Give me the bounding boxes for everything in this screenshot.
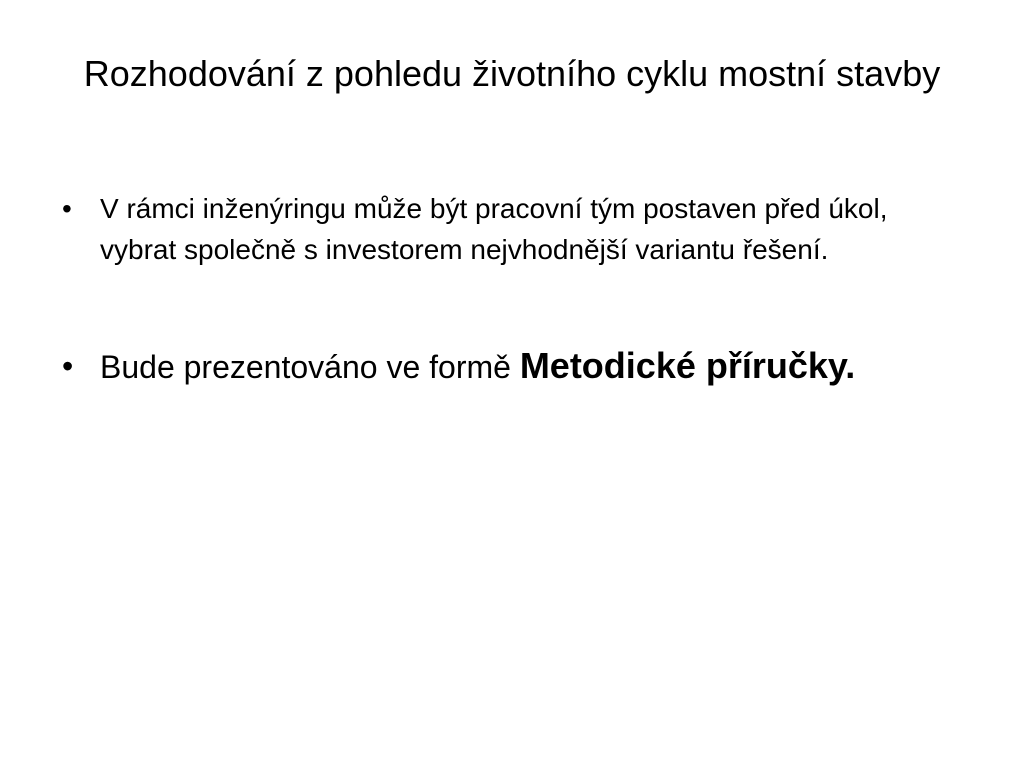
bullet-marker: •: [62, 348, 74, 384]
bullet-list: [56, 188, 936, 390]
slide-title: Rozhodování z pohledu životního cyklu mostní stavby: [83, 53, 941, 94]
bullet-item-1: [56, 188, 936, 270]
bullet-text: V rámci inženýringu může být pracovní tým postaven před úkol, vybrat společně s investorem nejvhodnější variantu řešení.: [100, 193, 888, 265]
bullet-item-2: [56, 343, 936, 390]
bullet-emphasis: Metodické příručky.: [519, 345, 856, 386]
bullet-text: Bude prezentováno ve formě: [100, 349, 520, 385]
bullet-marker: •: [62, 193, 72, 224]
